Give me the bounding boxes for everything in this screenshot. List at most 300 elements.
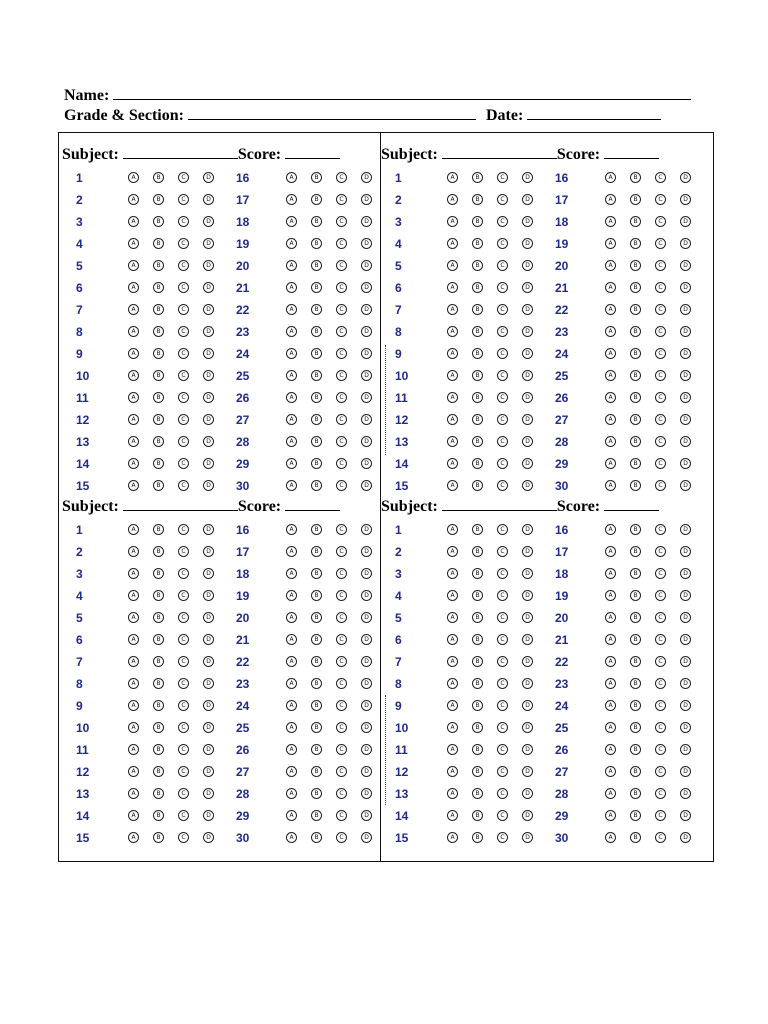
choice-bubble-d[interactable]: D <box>522 304 533 315</box>
choice-bubble-d[interactable]: D <box>522 260 533 271</box>
choice-bubble-c[interactable]: C <box>178 568 189 579</box>
choice-bubble-a[interactable]: A <box>128 744 139 755</box>
choice-bubble-a[interactable]: A <box>447 216 458 227</box>
choice-bubble-a[interactable]: A <box>286 348 297 359</box>
choice-bubble-d[interactable]: D <box>203 524 214 535</box>
choice-bubble-d[interactable]: D <box>203 766 214 777</box>
choice-bubble-d[interactable]: D <box>680 832 691 843</box>
choice-bubble-c[interactable]: C <box>497 810 508 821</box>
choice-bubble-b[interactable]: B <box>311 436 322 447</box>
choice-bubble-a[interactable]: A <box>128 392 139 403</box>
choice-bubble-c[interactable]: C <box>655 480 666 491</box>
choice-bubble-b[interactable]: B <box>311 216 322 227</box>
choice-bubble-d[interactable]: D <box>361 326 372 337</box>
choice-bubble-b[interactable]: B <box>472 458 483 469</box>
choice-bubble-d[interactable]: D <box>680 282 691 293</box>
choice-bubble-a[interactable]: A <box>605 766 616 777</box>
choice-bubble-a[interactable]: A <box>447 260 458 271</box>
choice-bubble-d[interactable]: D <box>361 656 372 667</box>
choice-bubble-d[interactable]: D <box>203 678 214 689</box>
choice-bubble-a[interactable]: A <box>605 216 616 227</box>
choice-bubble-a[interactable]: A <box>447 524 458 535</box>
choice-bubble-b[interactable]: B <box>630 810 641 821</box>
choice-bubble-c[interactable]: C <box>655 524 666 535</box>
choice-bubble-c[interactable]: C <box>497 656 508 667</box>
choice-bubble-c[interactable]: C <box>497 436 508 447</box>
choice-bubble-c[interactable]: C <box>497 744 508 755</box>
choice-bubble-c[interactable]: C <box>178 304 189 315</box>
choice-bubble-d[interactable]: D <box>680 524 691 535</box>
choice-bubble-b[interactable]: B <box>311 480 322 491</box>
choice-bubble-a[interactable]: A <box>605 172 616 183</box>
choice-bubble-d[interactable]: D <box>522 700 533 711</box>
choice-bubble-a[interactable]: A <box>128 788 139 799</box>
choice-bubble-c[interactable]: C <box>655 260 666 271</box>
choice-bubble-b[interactable]: B <box>153 370 164 381</box>
choice-bubble-b[interactable]: B <box>472 238 483 249</box>
choice-bubble-a[interactable]: A <box>447 832 458 843</box>
choice-bubble-d[interactable]: D <box>203 326 214 337</box>
choice-bubble-a[interactable]: A <box>447 744 458 755</box>
choice-bubble-c[interactable]: C <box>336 678 347 689</box>
choice-bubble-d[interactable]: D <box>680 326 691 337</box>
choice-bubble-d[interactable]: D <box>203 832 214 843</box>
choice-bubble-c[interactable]: C <box>336 260 347 271</box>
choice-bubble-b[interactable]: B <box>472 414 483 425</box>
choice-bubble-a[interactable]: A <box>447 414 458 425</box>
choice-bubble-b[interactable]: B <box>630 744 641 755</box>
choice-bubble-c[interactable]: C <box>497 260 508 271</box>
choice-bubble-a[interactable]: A <box>128 612 139 623</box>
choice-bubble-b[interactable]: B <box>311 590 322 601</box>
choice-bubble-c[interactable]: C <box>178 700 189 711</box>
choice-bubble-c[interactable]: C <box>497 282 508 293</box>
choice-bubble-b[interactable]: B <box>472 194 483 205</box>
choice-bubble-a[interactable]: A <box>286 480 297 491</box>
choice-bubble-c[interactable]: C <box>178 172 189 183</box>
choice-bubble-d[interactable]: D <box>203 656 214 667</box>
choice-bubble-c[interactable]: C <box>336 348 347 359</box>
choice-bubble-a[interactable]: A <box>605 194 616 205</box>
choice-bubble-b[interactable]: B <box>153 348 164 359</box>
choice-bubble-d[interactable]: D <box>361 414 372 425</box>
choice-bubble-c[interactable]: C <box>655 326 666 337</box>
choice-bubble-c[interactable]: C <box>497 172 508 183</box>
choice-bubble-a[interactable]: A <box>128 282 139 293</box>
choice-bubble-d[interactable]: D <box>203 436 214 447</box>
choice-bubble-c[interactable]: C <box>655 458 666 469</box>
choice-bubble-c[interactable]: C <box>336 612 347 623</box>
subject-blank[interactable] <box>123 497 238 511</box>
choice-bubble-d[interactable]: D <box>361 678 372 689</box>
choice-bubble-d[interactable]: D <box>522 766 533 777</box>
choice-bubble-c[interactable]: C <box>655 788 666 799</box>
choice-bubble-b[interactable]: B <box>472 348 483 359</box>
choice-bubble-c[interactable]: C <box>497 524 508 535</box>
choice-bubble-c[interactable]: C <box>497 326 508 337</box>
choice-bubble-d[interactable]: D <box>361 568 372 579</box>
choice-bubble-c[interactable]: C <box>336 832 347 843</box>
choice-bubble-b[interactable]: B <box>472 392 483 403</box>
choice-bubble-b[interactable]: B <box>311 568 322 579</box>
choice-bubble-b[interactable]: B <box>472 766 483 777</box>
choice-bubble-b[interactable]: B <box>153 304 164 315</box>
choice-bubble-b[interactable]: B <box>630 304 641 315</box>
choice-bubble-d[interactable]: D <box>680 370 691 381</box>
choice-bubble-a[interactable]: A <box>128 832 139 843</box>
choice-bubble-d[interactable]: D <box>680 238 691 249</box>
choice-bubble-c[interactable]: C <box>497 458 508 469</box>
choice-bubble-a[interactable]: A <box>447 546 458 557</box>
choice-bubble-d[interactable]: D <box>203 282 214 293</box>
choice-bubble-b[interactable]: B <box>153 568 164 579</box>
choice-bubble-c[interactable]: C <box>178 524 189 535</box>
choice-bubble-b[interactable]: B <box>630 216 641 227</box>
choice-bubble-c[interactable]: C <box>655 700 666 711</box>
choice-bubble-d[interactable]: D <box>522 678 533 689</box>
choice-bubble-b[interactable]: B <box>311 766 322 777</box>
choice-bubble-b[interactable]: B <box>630 678 641 689</box>
choice-bubble-b[interactable]: B <box>153 480 164 491</box>
choice-bubble-d[interactable]: D <box>361 766 372 777</box>
choice-bubble-d[interactable]: D <box>522 568 533 579</box>
choice-bubble-c[interactable]: C <box>655 766 666 777</box>
choice-bubble-c[interactable]: C <box>178 282 189 293</box>
subject-blank[interactable] <box>442 497 557 511</box>
choice-bubble-d[interactable]: D <box>361 216 372 227</box>
choice-bubble-a[interactable]: A <box>286 678 297 689</box>
choice-bubble-a[interactable]: A <box>447 194 458 205</box>
choice-bubble-c[interactable]: C <box>655 304 666 315</box>
choice-bubble-b[interactable]: B <box>630 260 641 271</box>
choice-bubble-a[interactable]: A <box>447 788 458 799</box>
choice-bubble-c[interactable]: C <box>655 414 666 425</box>
choice-bubble-d[interactable]: D <box>522 370 533 381</box>
score-blank[interactable] <box>604 497 659 511</box>
choice-bubble-b[interactable]: B <box>472 832 483 843</box>
choice-bubble-c[interactable]: C <box>497 480 508 491</box>
choice-bubble-b[interactable]: B <box>472 678 483 689</box>
choice-bubble-b[interactable]: B <box>153 238 164 249</box>
choice-bubble-b[interactable]: B <box>630 546 641 557</box>
choice-bubble-d[interactable]: D <box>203 612 214 623</box>
choice-bubble-a[interactable]: A <box>286 238 297 249</box>
choice-bubble-b[interactable]: B <box>630 766 641 777</box>
choice-bubble-a[interactable]: A <box>128 722 139 733</box>
choice-bubble-b[interactable]: B <box>153 458 164 469</box>
choice-bubble-c[interactable]: C <box>497 722 508 733</box>
choice-bubble-a[interactable]: A <box>286 568 297 579</box>
choice-bubble-d[interactable]: D <box>361 194 372 205</box>
choice-bubble-c[interactable]: C <box>497 304 508 315</box>
choice-bubble-d[interactable]: D <box>680 744 691 755</box>
choice-bubble-a[interactable]: A <box>605 260 616 271</box>
choice-bubble-d[interactable]: D <box>680 414 691 425</box>
choice-bubble-a[interactable]: A <box>128 304 139 315</box>
choice-bubble-b[interactable]: B <box>630 524 641 535</box>
choice-bubble-d[interactable]: D <box>522 282 533 293</box>
choice-bubble-c[interactable]: C <box>497 392 508 403</box>
choice-bubble-c[interactable]: C <box>336 480 347 491</box>
choice-bubble-a[interactable]: A <box>605 370 616 381</box>
choice-bubble-a[interactable]: A <box>447 700 458 711</box>
choice-bubble-a[interactable]: A <box>605 392 616 403</box>
choice-bubble-c[interactable]: C <box>178 678 189 689</box>
choice-bubble-d[interactable]: D <box>203 216 214 227</box>
choice-bubble-b[interactable]: B <box>630 458 641 469</box>
choice-bubble-d[interactable]: D <box>680 568 691 579</box>
choice-bubble-c[interactable]: C <box>336 238 347 249</box>
choice-bubble-d[interactable]: D <box>522 238 533 249</box>
choice-bubble-a[interactable]: A <box>605 678 616 689</box>
choice-bubble-a[interactable]: A <box>447 656 458 667</box>
choice-bubble-d[interactable]: D <box>203 568 214 579</box>
choice-bubble-c[interactable]: C <box>178 414 189 425</box>
choice-bubble-d[interactable]: D <box>522 634 533 645</box>
choice-bubble-b[interactable]: B <box>153 656 164 667</box>
choice-bubble-d[interactable]: D <box>361 788 372 799</box>
choice-bubble-c[interactable]: C <box>178 260 189 271</box>
choice-bubble-c[interactable]: C <box>497 788 508 799</box>
choice-bubble-a[interactable]: A <box>128 216 139 227</box>
choice-bubble-a[interactable]: A <box>286 458 297 469</box>
choice-bubble-a[interactable]: A <box>286 766 297 777</box>
choice-bubble-a[interactable]: A <box>605 326 616 337</box>
choice-bubble-a[interactable]: A <box>605 700 616 711</box>
choice-bubble-b[interactable]: B <box>153 282 164 293</box>
choice-bubble-d[interactable]: D <box>522 326 533 337</box>
choice-bubble-c[interactable]: C <box>336 458 347 469</box>
choice-bubble-a[interactable]: A <box>128 568 139 579</box>
choice-bubble-d[interactable]: D <box>680 392 691 403</box>
choice-bubble-d[interactable]: D <box>680 348 691 359</box>
choice-bubble-d[interactable]: D <box>522 788 533 799</box>
choice-bubble-b[interactable]: B <box>630 370 641 381</box>
choice-bubble-b[interactable]: B <box>153 194 164 205</box>
choice-bubble-a[interactable]: A <box>605 238 616 249</box>
choice-bubble-b[interactable]: B <box>630 568 641 579</box>
choice-bubble-c[interactable]: C <box>497 634 508 645</box>
choice-bubble-a[interactable]: A <box>128 326 139 337</box>
choice-bubble-b[interactable]: B <box>630 194 641 205</box>
choice-bubble-c[interactable]: C <box>178 612 189 623</box>
choice-bubble-b[interactable]: B <box>472 568 483 579</box>
choice-bubble-b[interactable]: B <box>630 656 641 667</box>
choice-bubble-d[interactable]: D <box>522 172 533 183</box>
choice-bubble-d[interactable]: D <box>680 458 691 469</box>
choice-bubble-b[interactable]: B <box>630 832 641 843</box>
choice-bubble-a[interactable]: A <box>128 414 139 425</box>
choice-bubble-b[interactable]: B <box>153 832 164 843</box>
choice-bubble-c[interactable]: C <box>655 612 666 623</box>
choice-bubble-d[interactable]: D <box>522 414 533 425</box>
choice-bubble-d[interactable]: D <box>680 480 691 491</box>
choice-bubble-d[interactable]: D <box>680 590 691 601</box>
choice-bubble-d[interactable]: D <box>522 348 533 359</box>
choice-bubble-c[interactable]: C <box>497 216 508 227</box>
choice-bubble-b[interactable]: B <box>630 722 641 733</box>
choice-bubble-a[interactable]: A <box>286 172 297 183</box>
choice-bubble-b[interactable]: B <box>311 744 322 755</box>
choice-bubble-a[interactable]: A <box>605 282 616 293</box>
date-blank[interactable] <box>527 106 661 120</box>
choice-bubble-c[interactable]: C <box>336 590 347 601</box>
choice-bubble-d[interactable]: D <box>522 546 533 557</box>
choice-bubble-a[interactable]: A <box>286 546 297 557</box>
choice-bubble-b[interactable]: B <box>472 436 483 447</box>
choice-bubble-a[interactable]: A <box>128 634 139 645</box>
choice-bubble-d[interactable]: D <box>680 678 691 689</box>
choice-bubble-a[interactable]: A <box>447 458 458 469</box>
choice-bubble-b[interactable]: B <box>472 480 483 491</box>
choice-bubble-d[interactable]: D <box>203 304 214 315</box>
score-blank[interactable] <box>285 145 340 159</box>
choice-bubble-a[interactable]: A <box>286 590 297 601</box>
choice-bubble-b[interactable]: B <box>311 722 322 733</box>
choice-bubble-d[interactable]: D <box>361 172 372 183</box>
choice-bubble-a[interactable]: A <box>128 678 139 689</box>
choice-bubble-c[interactable]: C <box>336 414 347 425</box>
choice-bubble-a[interactable]: A <box>286 260 297 271</box>
choice-bubble-a[interactable]: A <box>605 590 616 601</box>
choice-bubble-a[interactable]: A <box>286 326 297 337</box>
choice-bubble-a[interactable]: A <box>447 480 458 491</box>
choice-bubble-a[interactable]: A <box>605 348 616 359</box>
choice-bubble-d[interactable]: D <box>203 172 214 183</box>
choice-bubble-d[interactable]: D <box>361 304 372 315</box>
choice-bubble-c[interactable]: C <box>178 458 189 469</box>
choice-bubble-d[interactable]: D <box>680 216 691 227</box>
choice-bubble-d[interactable]: D <box>361 722 372 733</box>
choice-bubble-d[interactable]: D <box>522 524 533 535</box>
choice-bubble-b[interactable]: B <box>311 414 322 425</box>
choice-bubble-c[interactable]: C <box>178 810 189 821</box>
choice-bubble-b[interactable]: B <box>630 392 641 403</box>
choice-bubble-b[interactable]: B <box>153 326 164 337</box>
choice-bubble-c[interactable]: C <box>336 788 347 799</box>
choice-bubble-c[interactable]: C <box>178 634 189 645</box>
choice-bubble-b[interactable]: B <box>472 546 483 557</box>
choice-bubble-b[interactable]: B <box>153 172 164 183</box>
choice-bubble-a[interactable]: A <box>286 194 297 205</box>
choice-bubble-c[interactable]: C <box>336 326 347 337</box>
choice-bubble-b[interactable]: B <box>311 194 322 205</box>
choice-bubble-c[interactable]: C <box>497 590 508 601</box>
grade-section-blank[interactable] <box>188 106 476 120</box>
choice-bubble-d[interactable]: D <box>203 590 214 601</box>
choice-bubble-b[interactable]: B <box>472 656 483 667</box>
choice-bubble-b[interactable]: B <box>472 172 483 183</box>
choice-bubble-c[interactable]: C <box>178 238 189 249</box>
choice-bubble-b[interactable]: B <box>472 722 483 733</box>
choice-bubble-a[interactable]: A <box>447 590 458 601</box>
choice-bubble-a[interactable]: A <box>128 810 139 821</box>
choice-bubble-a[interactable]: A <box>128 260 139 271</box>
choice-bubble-b[interactable]: B <box>472 590 483 601</box>
choice-bubble-a[interactable]: A <box>605 722 616 733</box>
choice-bubble-b[interactable]: B <box>311 810 322 821</box>
choice-bubble-c[interactable]: C <box>497 612 508 623</box>
choice-bubble-d[interactable]: D <box>361 524 372 535</box>
choice-bubble-d[interactable]: D <box>522 656 533 667</box>
choice-bubble-b[interactable]: B <box>472 612 483 623</box>
choice-bubble-c[interactable]: C <box>178 546 189 557</box>
choice-bubble-c[interactable]: C <box>497 238 508 249</box>
choice-bubble-c[interactable]: C <box>178 194 189 205</box>
choice-bubble-a[interactable]: A <box>128 238 139 249</box>
choice-bubble-c[interactable]: C <box>336 656 347 667</box>
choice-bubble-a[interactable]: A <box>447 722 458 733</box>
choice-bubble-a[interactable]: A <box>128 436 139 447</box>
choice-bubble-a[interactable]: A <box>286 656 297 667</box>
choice-bubble-a[interactable]: A <box>447 172 458 183</box>
choice-bubble-a[interactable]: A <box>605 436 616 447</box>
choice-bubble-b[interactable]: B <box>311 238 322 249</box>
choice-bubble-b[interactable]: B <box>153 788 164 799</box>
choice-bubble-d[interactable]: D <box>361 700 372 711</box>
choice-bubble-a[interactable]: A <box>128 458 139 469</box>
choice-bubble-a[interactable]: A <box>286 216 297 227</box>
choice-bubble-b[interactable]: B <box>153 612 164 623</box>
choice-bubble-c[interactable]: C <box>655 370 666 381</box>
choice-bubble-a[interactable]: A <box>128 194 139 205</box>
choice-bubble-b[interactable]: B <box>153 524 164 535</box>
choice-bubble-a[interactable]: A <box>447 810 458 821</box>
choice-bubble-b[interactable]: B <box>153 436 164 447</box>
choice-bubble-a[interactable]: A <box>447 392 458 403</box>
choice-bubble-a[interactable]: A <box>447 348 458 359</box>
choice-bubble-d[interactable]: D <box>522 480 533 491</box>
choice-bubble-d[interactable]: D <box>203 194 214 205</box>
choice-bubble-a[interactable]: A <box>447 568 458 579</box>
choice-bubble-c[interactable]: C <box>178 744 189 755</box>
choice-bubble-c[interactable]: C <box>178 326 189 337</box>
choice-bubble-c[interactable]: C <box>178 392 189 403</box>
choice-bubble-a[interactable]: A <box>128 524 139 535</box>
choice-bubble-b[interactable]: B <box>630 172 641 183</box>
choice-bubble-c[interactable]: C <box>336 172 347 183</box>
choice-bubble-b[interactable]: B <box>311 370 322 381</box>
choice-bubble-b[interactable]: B <box>472 524 483 535</box>
choice-bubble-d[interactable]: D <box>361 546 372 557</box>
choice-bubble-d[interactable]: D <box>680 546 691 557</box>
choice-bubble-c[interactable]: C <box>336 194 347 205</box>
choice-bubble-b[interactable]: B <box>153 722 164 733</box>
choice-bubble-a[interactable]: A <box>286 282 297 293</box>
choice-bubble-b[interactable]: B <box>153 260 164 271</box>
choice-bubble-a[interactable]: A <box>128 348 139 359</box>
choice-bubble-b[interactable]: B <box>311 656 322 667</box>
choice-bubble-a[interactable]: A <box>286 788 297 799</box>
choice-bubble-a[interactable]: A <box>286 524 297 535</box>
choice-bubble-d[interactable]: D <box>203 480 214 491</box>
choice-bubble-a[interactable]: A <box>605 524 616 535</box>
choice-bubble-a[interactable]: A <box>286 436 297 447</box>
choice-bubble-d[interactable]: D <box>361 260 372 271</box>
choice-bubble-d[interactable]: D <box>203 700 214 711</box>
choice-bubble-c[interactable]: C <box>178 722 189 733</box>
choice-bubble-b[interactable]: B <box>630 414 641 425</box>
choice-bubble-b[interactable]: B <box>153 634 164 645</box>
score-blank[interactable] <box>604 145 659 159</box>
choice-bubble-d[interactable]: D <box>203 238 214 249</box>
choice-bubble-c[interactable]: C <box>655 722 666 733</box>
choice-bubble-a[interactable]: A <box>447 766 458 777</box>
choice-bubble-c[interactable]: C <box>178 590 189 601</box>
choice-bubble-c[interactable]: C <box>178 656 189 667</box>
choice-bubble-d[interactable]: D <box>680 194 691 205</box>
choice-bubble-a[interactable]: A <box>286 700 297 711</box>
